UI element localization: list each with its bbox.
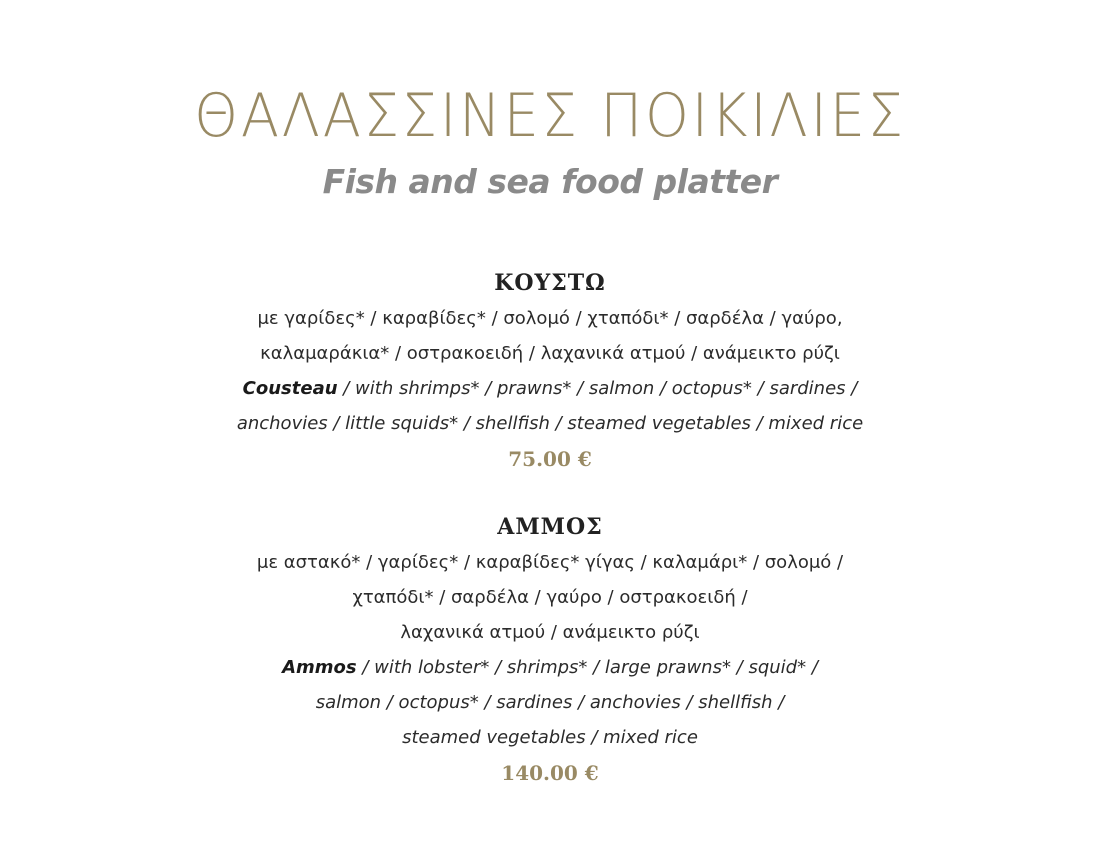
menu-item-greek-line: με γαρίδες* / καραβίδες* / σολομό / χταπόδι* / σαρδέλα / γαύρο,	[257, 308, 843, 329]
menu-item-greek-line: λαχανικά ατμού / ανάμεικτο ρύζι	[400, 622, 700, 643]
menu-item-english-line	[0, 650, 1100, 685]
menu-item-english-line: anchovies / little squids* / shellfish / steamed vegetables / mixed rice	[236, 413, 864, 434]
menu-item-english-name: Ammos	[282, 657, 357, 678]
menu-item-greek-line: με αστακό* / γαρίδες* / καραβίδες* γίγας / καλαμάρι* / σολομό /	[256, 552, 844, 573]
menu-item-cousteau	[0, 267, 1100, 476]
menu-item-price: 140.00 €	[501, 761, 599, 785]
menu-item-english-name: Cousteau	[242, 378, 338, 399]
menu-item-english-line: salmon / octopus* / sardines / anchovies / shellfish /	[315, 692, 785, 713]
menu-item-title: ΚΟΥΣΤΩ	[494, 270, 606, 296]
menu-section-title: ΘΑΛΑΣΣΙΝΕΣ ΠΟΙΚΙΛΙΕΣ	[194, 81, 906, 151]
menu-item-english-text: / with shrimps* / prawns* / salmon / octopus* / sardines /	[337, 378, 858, 399]
menu-item-title: ΑΜΜΟΣ	[497, 514, 603, 540]
menu-item-greek-line: χταπόδι* / σαρδέλα / γαύρο / οστρακοειδή /	[352, 587, 748, 608]
menu-item-english-text: / with lobster* / shrimps* / large prawns* / squid* /	[356, 657, 818, 678]
menu-item-ammos	[0, 511, 1100, 790]
menu-item-greek-line: καλαμαράκια* / οστρακοειδή / λαχανικά ατμού / ανάμεικτο ρύζι	[260, 343, 840, 364]
menu-section-subtitle: Fish and sea food platter	[322, 162, 778, 201]
menu-item-price: 75.00 €	[508, 447, 592, 471]
menu-item-english-line	[0, 371, 1100, 406]
menu-item-english-line: steamed vegetables / mixed rice	[402, 727, 698, 748]
